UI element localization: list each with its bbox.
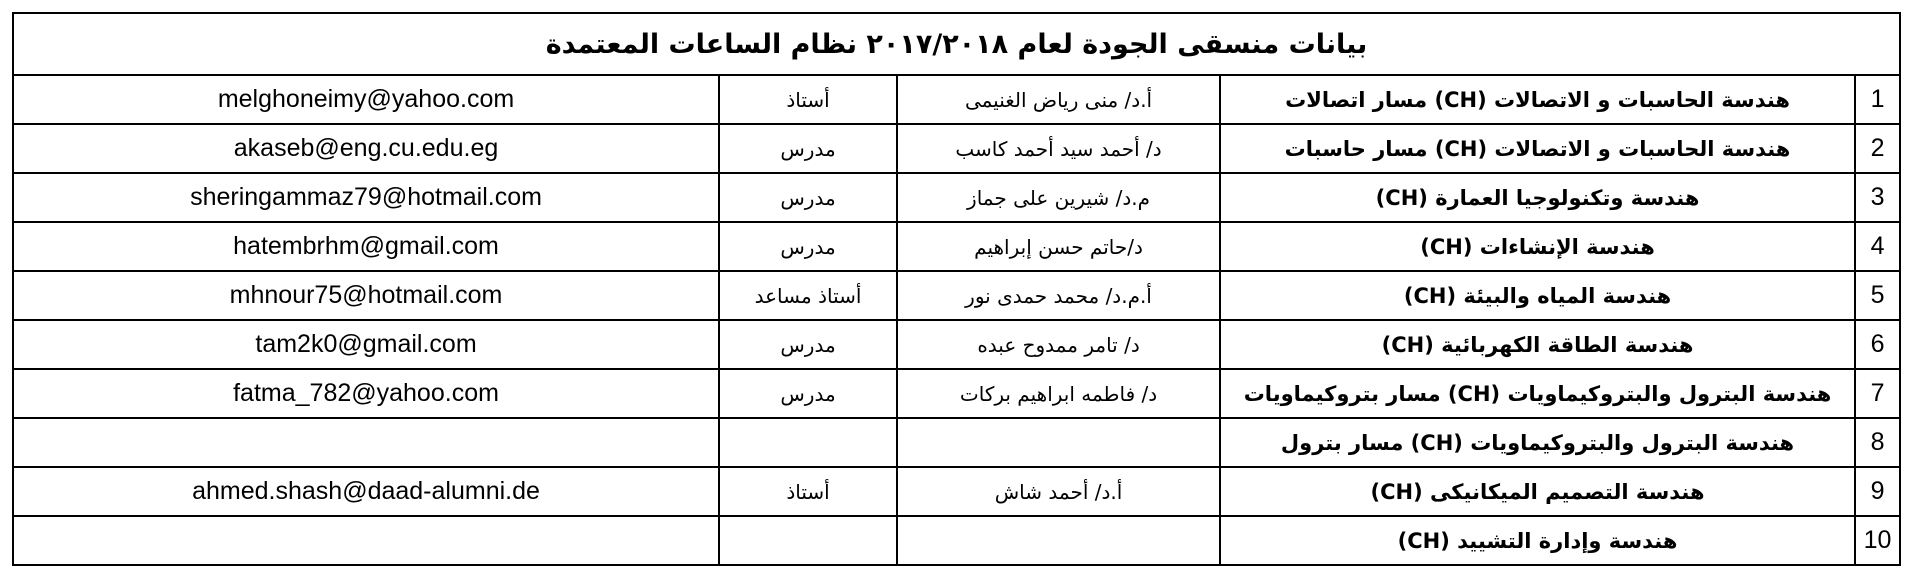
program-cell: هندسة البترول والبتروكيماويات (CH) مسار بتروكيماويات xyxy=(1220,369,1855,418)
program-cell: هندسة وإدارة التشييد (CH) xyxy=(1220,516,1855,565)
email-cell: fatma_782@yahoo.com xyxy=(13,369,719,418)
table-row xyxy=(13,467,1900,516)
email-cell: melghoneimy@yahoo.com xyxy=(13,75,719,124)
email-cell: tam2k0@gmail.com xyxy=(13,320,719,369)
coordinator-name-cell: أ.د/ أحمد شاش xyxy=(897,467,1220,516)
program-cell: هندسة الطاقة الكهربائية (CH) xyxy=(1220,320,1855,369)
coordinator-name-cell xyxy=(897,516,1220,565)
academic-rank-cell: أستاذ مساعد xyxy=(719,271,897,320)
table-row xyxy=(13,75,1900,124)
email-cell: mhnour75@hotmail.com xyxy=(13,271,719,320)
academic-rank-cell: مدرس xyxy=(719,173,897,222)
email-cell: hatembrhm@gmail.com xyxy=(13,222,719,271)
coordinator-name-cell: أ.م.د/ محمد حمدى نور xyxy=(897,271,1220,320)
program-cell: هندسة التصميم الميكانيكى (CH) xyxy=(1220,467,1855,516)
coordinator-name-cell: أ.د/ منى رياض الغنيمى xyxy=(897,75,1220,124)
coordinator-name-cell: م.د/ شيرين على جماز xyxy=(897,173,1220,222)
academic-rank-cell xyxy=(719,418,897,467)
table-row xyxy=(13,418,1900,467)
row-number-cell: 6 xyxy=(1855,320,1900,369)
title-row xyxy=(13,13,1900,75)
academic-rank-cell: مدرس xyxy=(719,320,897,369)
table-body xyxy=(13,75,1900,565)
academic-rank-cell: أستاذ xyxy=(719,467,897,516)
program-cell: هندسة الحاسبات و الاتصالات (CH) مسار حاسبات xyxy=(1220,124,1855,173)
academic-rank-cell: مدرس xyxy=(719,124,897,173)
academic-rank-cell: مدرس xyxy=(719,369,897,418)
coordinator-name-cell xyxy=(897,418,1220,467)
email-cell xyxy=(13,418,719,467)
email-cell xyxy=(13,516,719,565)
program-cell: هندسة وتكنولوجيا العمارة (CH) xyxy=(1220,173,1855,222)
program-cell: هندسة المياه والبيئة (CH) xyxy=(1220,271,1855,320)
table-row xyxy=(13,369,1900,418)
program-cell: هندسة البترول والبتروكيماويات (CH) مسار بترول xyxy=(1220,418,1855,467)
program-cell: هندسة الحاسبات و الاتصالات (CH) مسار اتصالات xyxy=(1220,75,1855,124)
coordinator-name-cell: د/ فاطمه ابراهيم بركات xyxy=(897,369,1220,418)
academic-rank-cell: مدرس xyxy=(719,222,897,271)
table-row xyxy=(13,173,1900,222)
academic-rank-cell xyxy=(719,516,897,565)
email-cell: ahmed.shash@daad-alumni.de xyxy=(13,467,719,516)
table-row xyxy=(13,320,1900,369)
coordinator-name-cell: د/ تامر ممدوح عبده xyxy=(897,320,1220,369)
row-number-cell: 3 xyxy=(1855,173,1900,222)
email-cell: akaseb@eng.cu.edu.eg xyxy=(13,124,719,173)
coordinators-table xyxy=(12,12,1901,566)
row-number-cell: 4 xyxy=(1855,222,1900,271)
row-number-cell: 7 xyxy=(1855,369,1900,418)
coordinator-name-cell: د/ أحمد سيد أحمد كاسب xyxy=(897,124,1220,173)
program-cell: هندسة الإنشاءات (CH) xyxy=(1220,222,1855,271)
row-number-cell: 9 xyxy=(1855,467,1900,516)
table-row xyxy=(13,271,1900,320)
row-number-cell: 10 xyxy=(1855,516,1900,565)
row-number-cell: 1 xyxy=(1855,75,1900,124)
coordinator-name-cell: د/حاتم حسن إبراهيم xyxy=(897,222,1220,271)
row-number-cell: 5 xyxy=(1855,271,1900,320)
row-number-cell: 2 xyxy=(1855,124,1900,173)
table-row xyxy=(13,222,1900,271)
table-row xyxy=(13,124,1900,173)
table-row xyxy=(13,516,1900,565)
email-cell: sheringammaz79@hotmail.com xyxy=(13,173,719,222)
academic-rank-cell: أستاذ xyxy=(719,75,897,124)
table-title: بيانات منسقى الجودة لعام ٢٠١٧/٢٠١٨ نظام الساعات المعتمدة xyxy=(13,13,1900,75)
row-number-cell: 8 xyxy=(1855,418,1900,467)
